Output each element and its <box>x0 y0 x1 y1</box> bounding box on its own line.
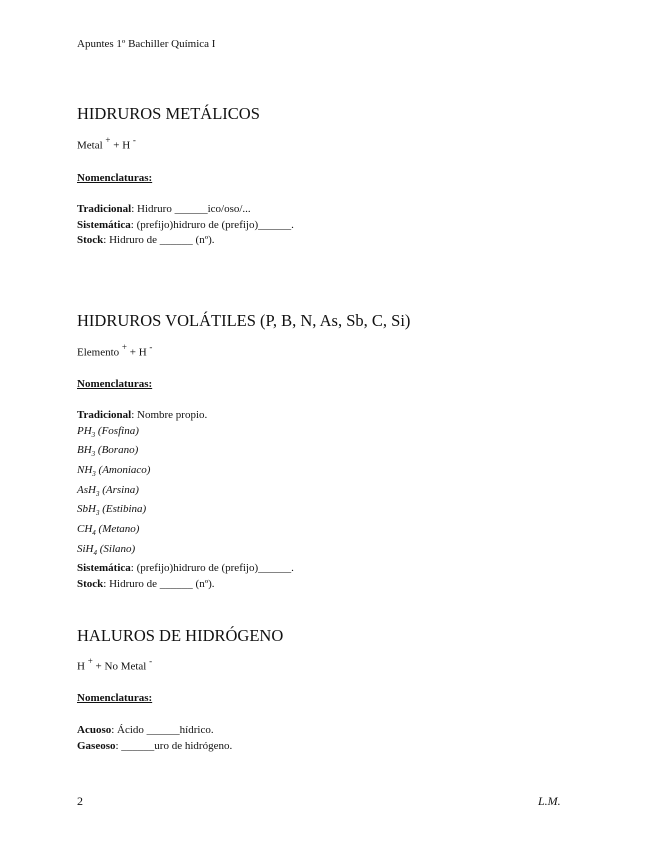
nomenclature-list <box>77 202 294 249</box>
compound-name: (Arsina) <box>99 483 139 496</box>
formula-left: H <box>77 660 85 673</box>
compound-name: (Borano) <box>95 444 139 457</box>
compound-subscript: 3 <box>91 430 96 439</box>
compound-subscript: 3 <box>91 450 96 459</box>
nomenclature-heading: Nomenclaturas: <box>77 378 153 390</box>
nomenclature-line <box>77 233 294 249</box>
nomenclature-line <box>77 202 294 218</box>
nomenclature-line <box>77 218 294 234</box>
compound-name: (Metano) <box>95 522 140 535</box>
nomenclature-line <box>77 723 232 739</box>
formula-right-charge: - <box>149 656 153 666</box>
nomenclature-heading: Nomenclaturas: <box>77 172 153 184</box>
nomenclature-label: Stock <box>77 577 104 590</box>
compound-subscript: 4 <box>92 529 96 538</box>
compound-formula: BH <box>77 444 92 457</box>
compound-item <box>77 463 294 483</box>
nomenclature-label: Tradicional <box>77 203 132 215</box>
formula-right: H <box>122 139 131 152</box>
section-title-hidruros-volatiles: HIDRUROS VOLÁTILES (P, B, N, As, Sb, C, Si) <box>77 311 411 330</box>
compound-item <box>77 542 294 562</box>
compound-item <box>77 443 294 463</box>
formula-right: No Metal <box>104 660 147 673</box>
nomenclature-text: : Hidruro ______ico/oso/... <box>131 203 251 215</box>
formula-haluros-de-hidrogeno <box>77 657 152 673</box>
nomenclature-text: : Hidruro de ______ (nº). <box>103 234 215 246</box>
nomenclature-line <box>77 577 294 593</box>
compound-formula: SbH <box>77 503 96 516</box>
nomenclature-text: : Hidruro de ______ (nº). <box>103 577 215 590</box>
compound-item <box>77 483 294 503</box>
nomenclature-text: : Ácido ______hídrico. <box>111 724 214 736</box>
compound-subscript: 3 <box>95 489 100 498</box>
page-header: Apuntes 1º Bachiller Química I <box>77 38 216 50</box>
nomenclature-label: Acuoso <box>77 724 112 736</box>
page-number: 2 <box>77 794 83 808</box>
nomenclature-label: Sistemática <box>77 562 131 575</box>
formula-right-charge: - <box>149 342 153 352</box>
nomenclature-text: : (prefijo)hidruro de (prefijo)______. <box>130 562 294 575</box>
compound-formula: NH <box>77 463 93 476</box>
compound-name: (Amoniaco) <box>95 463 151 476</box>
compound-name: (Silano) <box>97 542 136 555</box>
compound-subscript: 3 <box>92 470 96 479</box>
compound-subscript: 3 <box>95 509 100 518</box>
author-initials: L.M. <box>538 794 561 808</box>
nomenclature-label: Tradicional <box>77 409 132 421</box>
formula-left: Elemento <box>77 346 120 359</box>
compound-item <box>77 502 294 522</box>
compound-item <box>77 522 294 542</box>
compound-subscript: 4 <box>93 548 97 557</box>
compound-formula: AsH <box>77 483 96 496</box>
compound-name: (Fosfina) <box>95 424 139 437</box>
nomenclature-text: : (prefijo)hidruro de (prefijo)______. <box>130 218 294 231</box>
formula-left: Metal <box>77 139 103 152</box>
nomenclature-heading: Nomenclaturas: <box>77 692 153 704</box>
formula-hidruros-metalicos <box>77 136 136 152</box>
formula-hidruros-volatiles <box>77 343 152 359</box>
nomenclature-label: Sistemática <box>77 218 131 231</box>
compound-formula: CH <box>77 522 93 535</box>
formula-left-charge: + <box>121 342 127 352</box>
compound-formula: SiH <box>77 542 94 555</box>
nomenclature-list <box>77 723 232 754</box>
formula-left-charge: + <box>105 135 111 145</box>
section-title-haluros-de-hidrogeno: HALUROS DE HIDRÓGENO <box>77 626 284 645</box>
compound-formula: PH <box>77 424 92 437</box>
nomenclature-label: Stock <box>77 234 104 246</box>
formula-plus: + <box>126 346 139 359</box>
nomenclature-text: : Nombre propio. <box>131 409 208 421</box>
nomenclature-text: : ______uro de hidrógeno. <box>115 739 233 752</box>
compound-name: (Estibina) <box>99 503 147 516</box>
section-title-hidruros-metalicos: HIDRUROS METÁLICOS <box>77 104 260 123</box>
formula-right-charge: - <box>132 135 136 145</box>
nomenclature-label: Gaseoso <box>77 739 116 752</box>
formula-left-charge: + <box>87 656 93 666</box>
nomenclature-list <box>77 408 294 592</box>
compound-item <box>77 424 294 444</box>
formula-plus: + <box>92 660 105 673</box>
nomenclature-line <box>77 739 232 755</box>
nomenclature-line <box>77 408 294 424</box>
formula-right: H <box>138 346 147 359</box>
formula-plus: + <box>110 139 123 152</box>
nomenclature-line <box>77 561 294 577</box>
